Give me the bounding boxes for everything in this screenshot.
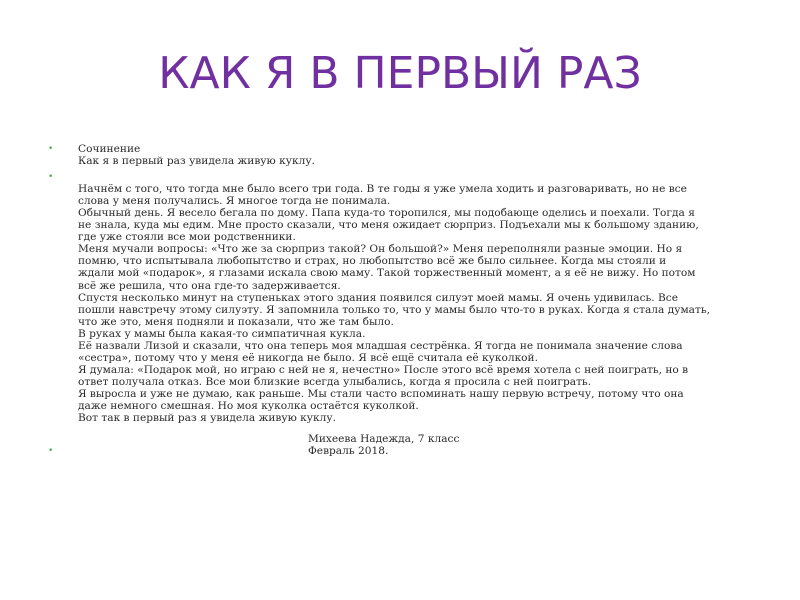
essay-line: даже немного смешная. Но моя куколка остаётся куколкой.: [78, 399, 419, 412]
essay-line: где уже стояли все мои родственники.: [78, 231, 296, 244]
essay-line: ответ получала отказ. Все мои близкие всегда улыбались, когда я просила с ней поиграть.: [78, 375, 592, 388]
slide-title: КАК Я В ПЕРВЫЙ РАЗ: [158, 48, 642, 99]
bullet-date: [48, 445, 760, 457]
essay-line: [78, 171, 760, 183]
signature-date: Февраль 2018.: [308, 445, 389, 458]
essay-line: Её назвали Лизой и сказали, что она теперь моя младшая сестрёнка. Я тогда не понимала значение слова: [78, 339, 683, 352]
spacer: [78, 424, 760, 433]
essay-line: Начнём с того, что тогда мне было всего три года. В те годы я уже умела ходить и разговаривать, но не все: [78, 183, 687, 196]
bullet-essay: [48, 171, 760, 445]
bullet-intro: [48, 143, 760, 167]
essay-line: «сестра», потому что у меня её никогда не было. Я всё ещё считала её куколкой.: [78, 351, 538, 364]
bullet-icon: •: [48, 144, 54, 154]
essay-line: Меня мучали вопросы: «Что же за сюрприз такой? Он большой?» Меня переполняли разные эмоции. Но я: [78, 243, 683, 256]
signature-author: Михеева Надежда, 7 класс: [308, 433, 460, 446]
slide-content: [48, 143, 760, 457]
essay-line: всё же решила, что она где-то задерживается.: [78, 279, 341, 292]
essay-line: пошли навстречу этому силуэту. Я запомнила только то, что у мамы было что-то в руках. Когда я стала думать,: [78, 303, 710, 316]
intro-line: Как я в первый раз увидела живую куклу.: [78, 155, 315, 168]
essay-line: помню, что испытывала любопытство и страх, но любопытство всё же было сильнее. Когда мы стояли и: [78, 255, 667, 268]
bullet-icon: •: [48, 446, 54, 457]
bullet-icon: •: [48, 172, 54, 183]
essay-line: что же это, меня подняли и показали, что же там было.: [78, 315, 394, 328]
intro-line: Сочинение: [78, 143, 141, 155]
essay-line: Я думала: «Подарок мой, но играю с ней не я, нечестно» После этого всё время хотела с ней поиграть, но в: [78, 363, 689, 376]
essay-line: Обычный день. Я весело бегала по дому. Папа куда-то торопился, мы подобающе оделись и поехали. Тогда я: [78, 207, 695, 220]
essay-line: не знала, куда мы едим. Мне просто сказали, что меня ожидает сюрприз. Подъехали мы к большому зданию,: [78, 219, 699, 232]
essay-line: В руках у мамы была какая-то симпатичная кукла.: [78, 327, 366, 340]
essay-line: слова у меня получались. Я многое тогда не понимала.: [78, 195, 391, 208]
essay-line: Спустя несколько минут на ступеньках этого здания появился силуэт моей мамы. Я очень удивилась. Все: [78, 291, 678, 304]
essay-line: ждали мой «подарок», я глазами искала свою маму. Такой торжественный момент, а я её не вижу. Но потом: [78, 267, 696, 280]
essay-line: Вот так в первый раз я увидела живую куклу.: [78, 412, 336, 425]
essay-line: Я выросла и уже не думаю, как раньше. Мы стали часто вспоминать нашу первую встречу, потому что она: [78, 387, 684, 400]
